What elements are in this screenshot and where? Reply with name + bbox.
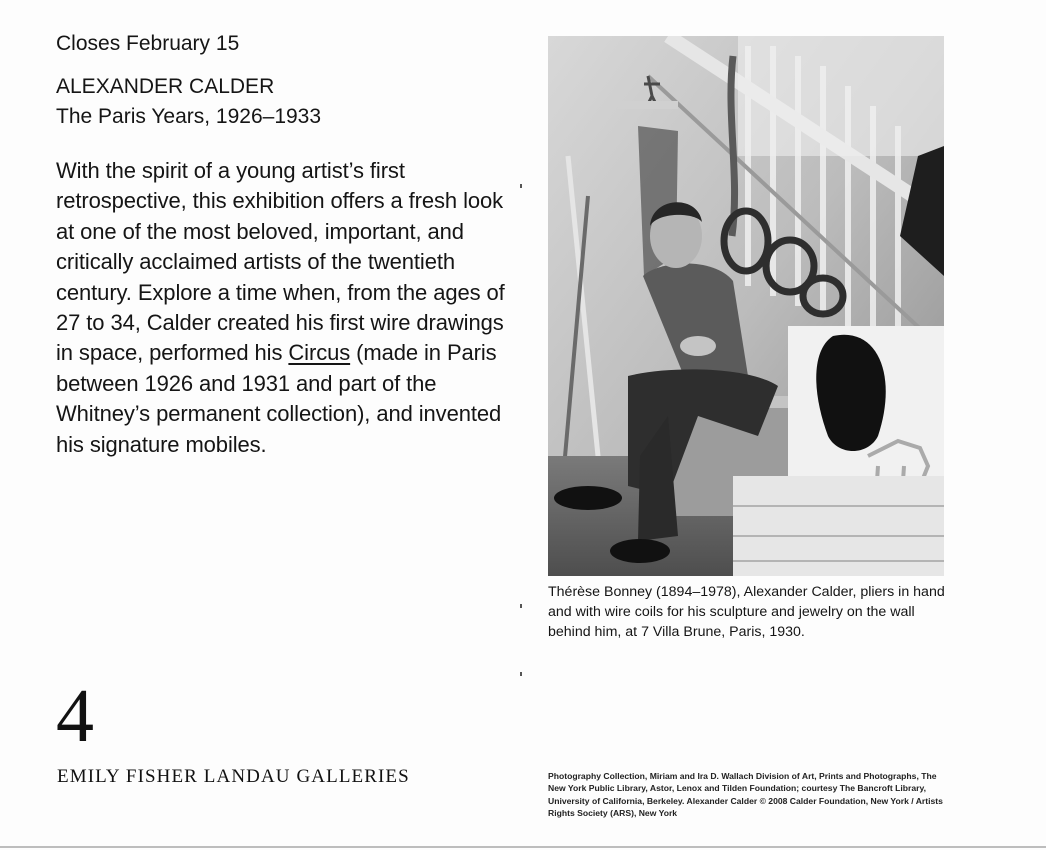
fold-mark bbox=[520, 604, 522, 608]
artist-name: ALEXANDER CALDER bbox=[56, 75, 275, 98]
photograph-illustration bbox=[548, 36, 944, 576]
photo-credit: Photography Collection, Miriam and Ira D. Wallach Division of Art, Prints and Photographs, The New York Public Library, Astor, Lenox and Tilden Foundation; courtesy The Bancroft Library, University of California, Berkeley. Alexander Calder © 2008 Calder Foundation, New York / Artists Rights Society (ARS), New York bbox=[548, 771, 943, 819]
calder-photograph bbox=[548, 36, 944, 576]
fold-mark bbox=[520, 184, 522, 188]
fold-mark bbox=[520, 672, 522, 676]
photo-caption: Thérèse Bonney (1894–1978), Alexander Calder, pliers in hand and with wire coils for his sculpture and jewelry on the wall behind him, at 7 Villa Brune, Paris, 1930. bbox=[548, 584, 945, 640]
gallery-number: 4 bbox=[56, 674, 94, 758]
circus-title: Circus bbox=[288, 340, 351, 366]
exhibition-description bbox=[56, 156, 506, 460]
bottom-edge bbox=[0, 846, 1046, 848]
closing-date: Closes February 15 bbox=[56, 32, 240, 55]
exhibition-subtitle: The Paris Years, 1926–1933 bbox=[56, 105, 322, 128]
description-part-2: (made in Paris between 1926 and 1931 and part of the Whitney’s permanent collection), and invented his signature mobiles. bbox=[56, 340, 502, 457]
exhibition-info bbox=[56, 28, 506, 460]
description-part-1: With the spirit of a young artist’s first retrospective, this exhibition offers a fresh look at one of the most beloved, important, and critically acclaimed artists of the twentieth century. Explore a time when, from the ages of 27 to 34, Calder created his first wire drawings in space, performed his bbox=[56, 158, 505, 366]
gallery-name: EMILY FISHER LANDAU GALLERIES bbox=[57, 766, 410, 787]
